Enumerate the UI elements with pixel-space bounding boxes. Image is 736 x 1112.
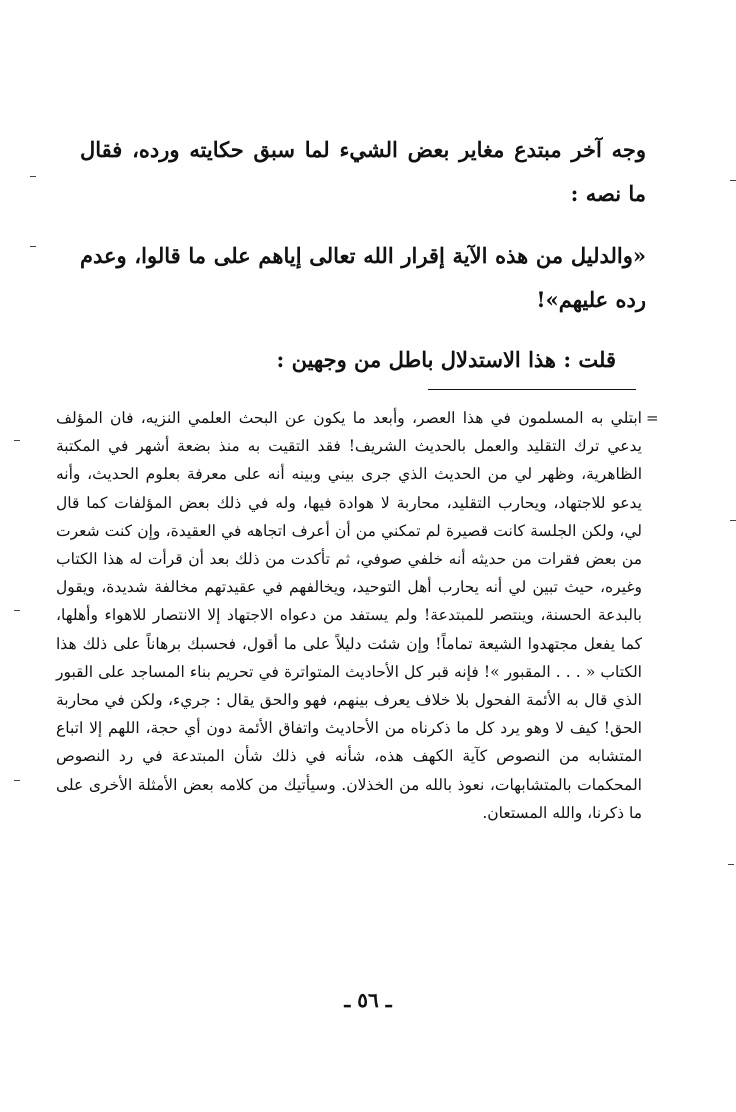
margin-mark: [730, 520, 736, 521]
margin-mark: [14, 610, 20, 611]
margin-mark: [728, 864, 734, 865]
margin-mark: [730, 180, 736, 181]
margin-mark: [14, 440, 20, 441]
footnote-text: ابتلي به المسلمون في هذا العصر، وأبعد ما يكون عن البحث العلمي النزيه، فان المؤلف يدعي ترك التقليد والعمل بالحديث الشريف! فقد التقيت به منذ بضعة أشهر في المكتبة الظاهرية، وظهر لي من الحديث الذي جرى بيني وبينه أنه على معرفة بعلوم الحديث، وأنه يدعو للاجتهاد، ويحارب التقليد، محاربة لا هوادة فيها، وله في ذلك بعض المؤلفات كما قال لي، ولكن الجلسة كانت قصيرة لم تمكني من أن أعرف اتجاهه في العقيدة، وإن كنت شعرت من بعض فقرات من حديثه أنه خلفي صوفي، ثم تأكدت من ذلك بعد أن قرأت له هذا الكتاب وغيره، حيث تبين لي أنه يحارب أهل التوحيد، ويخالفهم في عقيدتهم مخالفة شديدة، ويقول بالبدعة الحسنة، وينتصر للمبتدعة! ولم يستفد من دعواه الاجتهاد إلا الانتصار للاهواء وأهلها، كما يفعل مجتهدوا الشيعة تماماً! وإن شئت دليلاً على ما أقول، فحسبك برهاناً على ذلك هذا الكتاب « . . . المقبور »! فإنه قبر كل الأحاديث المتواترة في تحريم بناء المساجد على القبور الذي قال به الأئمة الفحول بلا خلاف يعرف بينهم، فهو والحق يقال : جريء، ولكن في محاربة الحق! كيف لا وهو يرد كل ما ذكرناه من الأحاديث واتفاق الأئمة دون أي حجة، اللهم إلا اتباع المتشابه من النصوص كآية الكهف هذه، شأنه في ذلك شأن المبتدعة في رد النصوص المحكمات بالمتشابهات، نعوذ بالله من الخذلان. وسيأتيك من كلامه بعض الأمثلة الأخرى على ما ذكرنا، والله المستعان.: [56, 409, 642, 822]
page-number: ـ ٥٦ ـ: [344, 988, 392, 1012]
margin-mark: [14, 780, 20, 781]
footnote-separator: [428, 389, 636, 390]
body-paragraph-heading: قلت : هذا الاستدلال باطل من وجهين :: [276, 347, 616, 372]
footnote-continuation-marker: =: [646, 409, 659, 427]
margin-mark: [30, 176, 36, 177]
margin-mark: [30, 246, 36, 247]
body-paragraph-1: وجه آخر مبتدع مغاير بعض الشيء لما سبق حكايته ورده، فقال ما نصه :: [80, 137, 646, 206]
body-paragraph-quote: «والدليل من هذه الآية إقرار الله تعالى إياهم على ما قالوا، وعدم رده عليهم»!: [80, 243, 646, 312]
